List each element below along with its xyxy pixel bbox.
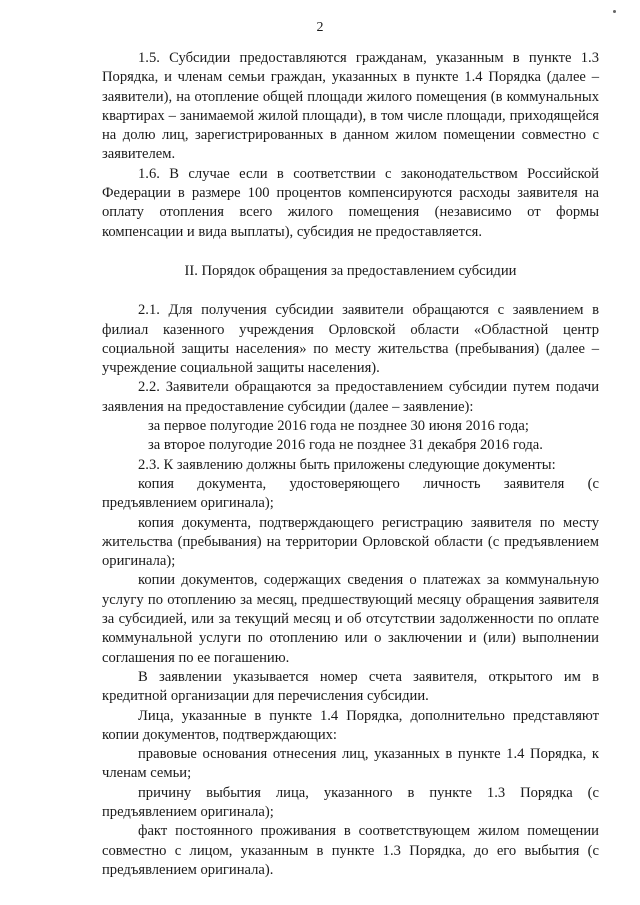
document-body <box>102 49 599 880</box>
list-item: причину выбытия лица, указанного в пункте 1.3 Порядка (с предъявлением оригинала); <box>102 784 599 820</box>
paragraph-2-2: 2.2. Заявители обращаются за предоставлением субсидии путем подачи заявления на предоставление субсидии (далее – заявление): <box>102 379 599 415</box>
paragraph-additional-docs: Лица, указанные в пункте 1.4 Порядка, дополнительно представляют копии документов, подтверждающих: <box>102 707 599 743</box>
paragraph-2-3: 2.3. К заявлению должны быть приложены следующие документы: <box>138 456 556 473</box>
paragraph-1-6: 1.6. В случае если в соответствии с законодательством Российской Федерации в размере 100 процентов компенсируются расходы заявителя на оплату отопления всего жилого помещения (независимо от формы компенсации и вида выплаты), субсидия не предоставляется. <box>102 165 599 240</box>
scan-speck <box>613 10 616 13</box>
list-item: копия документа, удостоверяющего личность заявителя (с предъявлением оригинала); <box>102 475 599 512</box>
list-item: копия документа, подтверждающего регистрацию заявителя по месту жительства (пребывания) на территории Орловской области (с предъявлением оригинала); <box>102 514 599 570</box>
deadline-first-half: за первое полугодие 2016 года не позднее 30 июня 2016 года; <box>148 418 529 435</box>
page-number: 2 <box>316 20 324 35</box>
list-item: факт постоянного проживания в соответствующем жилом помещении совместно с лицом, указанным в пункте 1.3 Порядка, до его выбытия (с предъявлением оригинала). <box>102 823 599 878</box>
paragraph-2-1: 2.1. Для получения субсидии заявители обращаются с заявлением в филиал казенного учреждения Орловской области «Областной центр социальной защиты населения» по месту жительства (пребывания) (далее – учреждение социальной защиты населения). <box>102 302 599 377</box>
list-item: копии документов, содержащих сведения о платежах за коммунальную услугу по отоплению за месяц, предшествующий месяцу обращения заявителя за субсидией, или за текущий месяц и об отсутствии задолженности по оплате коммунальной услуги по отоплению или о заключении и (или) выполнении соглашения по ее погашению. <box>102 572 599 666</box>
paragraph-account: В заявлении указывается номер счета заявителя, открытого им в кредитной организации для перечисления субсидии. <box>102 668 599 705</box>
list-item: правовые основания отнесения лиц, указанных в пункте 1.4 Порядка, к членам семьи; <box>102 746 599 782</box>
section-heading: II. Порядок обращения за предоставлением субсидии <box>184 262 517 279</box>
paragraph-1-5: 1.5. Субсидии предоставляются гражданам, указанным в пункте 1.3 Порядка, и членам семьи граждан, указанных в пункте 1.4 Порядка (далее – заявители), на отопление общей площади жилого помещения (в коммунальных квартирах – занимаемой жилой площади), в том числе площади, приходящейся на долю лиц, зарегистрированных в данном жилом помещении совместно с заявителем. <box>102 50 599 163</box>
deadline-second-half: за второе полугодие 2016 года не позднее 31 декабря 2016 года. <box>148 437 543 454</box>
